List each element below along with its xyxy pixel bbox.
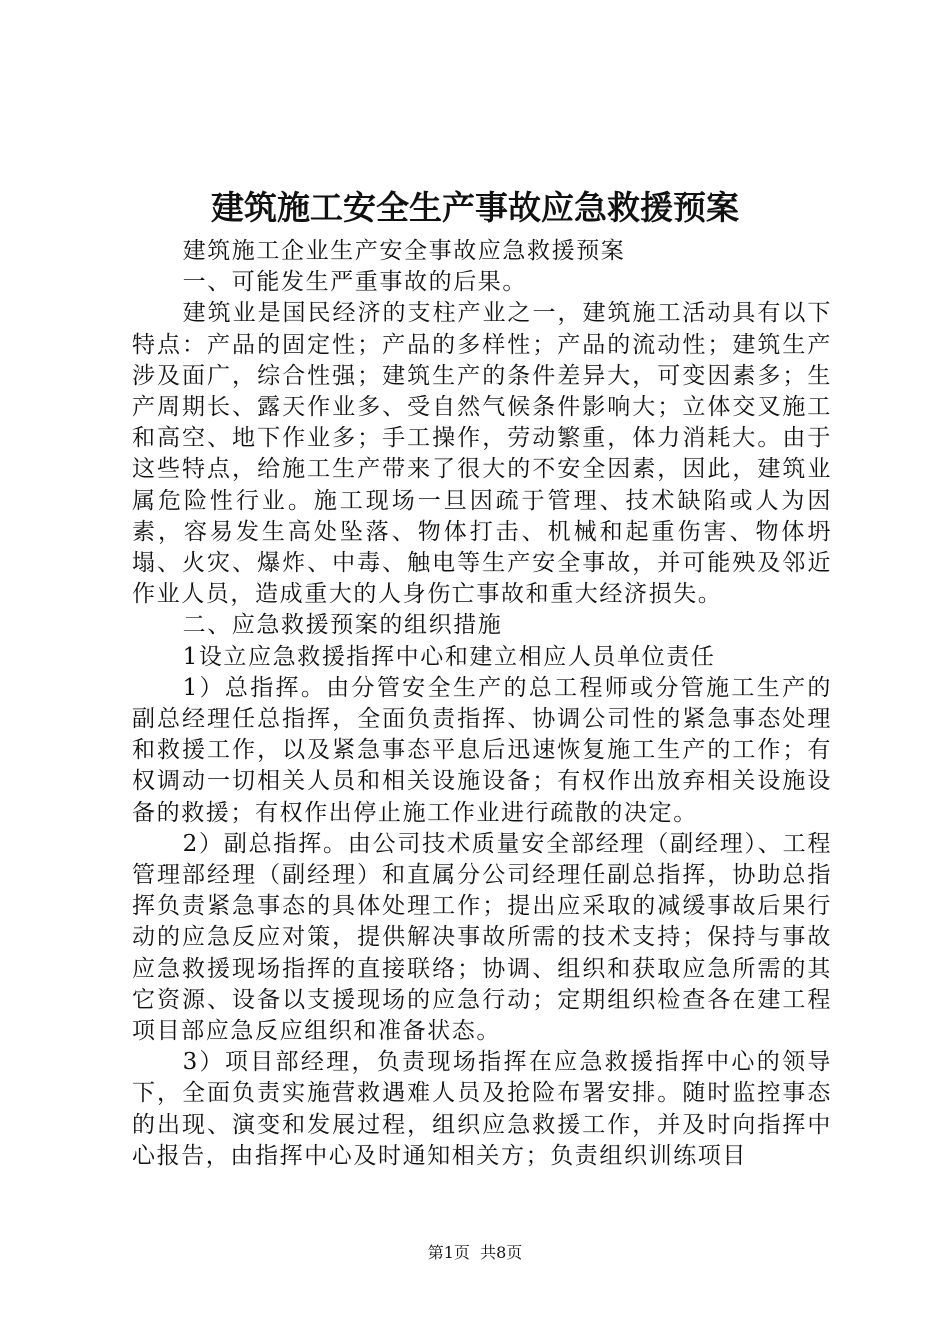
- paragraph-item-1: 1）总指挥。由分管安全生产的总工程师或分管施工生产的副总经理任总指挥，全面负责指挥、协调公司性的紧急事态处理和救援工作，以及紧急事态平息后迅速恢复施工生产的工作；有权调动一切相关人员和相关设施设备；有权作出放弃相关设施设备的救援；有权作出停止施工作业进行疏散的决定。: [132, 674, 832, 826]
- paragraph-section-1-heading: 一、可能发生严重事故的后果。: [182, 269, 527, 296]
- document-body: [132, 236, 832, 1172]
- paragraph-subtitle: 建筑施工企业生产安全事故应急救援预案: [182, 238, 626, 264]
- paragraph-section-2-heading: 二、应急救援预案的组织措施: [182, 612, 503, 639]
- paragraph-item-3: 3）项目部经理，负责现场指挥在应急救援指挥中心的领导下，全面负责实施营救遇难人员及抢险布署安排。随时监控事态的出现、演变和发展过程，组织应急救援工作，并及时向指挥中心报告，由指挥中心及时通知相关方；负责组织训练项目: [132, 1049, 832, 1169]
- document-title: 建筑施工安全生产事故应急救援预案: [211, 188, 739, 227]
- paragraph-item-2: 2）副总指挥。由公司技术质量安全部经理（副经理）、工程管理部经理（副经理）和直属分公司经理任副总指挥，协助总指挥负责紧急事态的具体处理工作；提出应采取的减缓事故后果行动的应急反应对策，提供解决事故所需的技术支持；保持与事故应急救援现场指挥的直接联络；协调、组织和获取应急所需的其它资源、设备以支援现场的应急行动；定期组织检查各在建工程项目部应急反应组织和准备状态。: [132, 830, 832, 1045]
- paragraph-subsection-1: 1设立应急救援指挥中心和建立相应人员单位责任: [182, 643, 716, 670]
- paragraph-section-1-body: 建筑业是国民经济的支柱产业之一，建筑施工活动具有以下特点：产品的固定性；产品的多样性；产品的流动性；建筑生产涉及面广，综合性强；建筑生产的条件差异大，可变因素多；生产周期长、露天作业多、受自然气候条件影响大；立体交叉施工和高空、地下作业多；手工操作，劳动繁重，体力消耗大。由于这些特点，给施工生产带来了很大的不安全因素，因此，建筑业属危险性行业。施工现场一旦因疏于管理、技术缺陷或人为因素，容易发生高处坠落、物体打击、机械和起重伤害、物体坍塌、火灾、爆炸、中毒、触电等生产安全事故，并可能殃及邻近作业人员，造成重大的人身伤亡事故和重大经济损失。: [132, 300, 832, 608]
- page-footer: 第1页 共8页: [427, 1243, 523, 1262]
